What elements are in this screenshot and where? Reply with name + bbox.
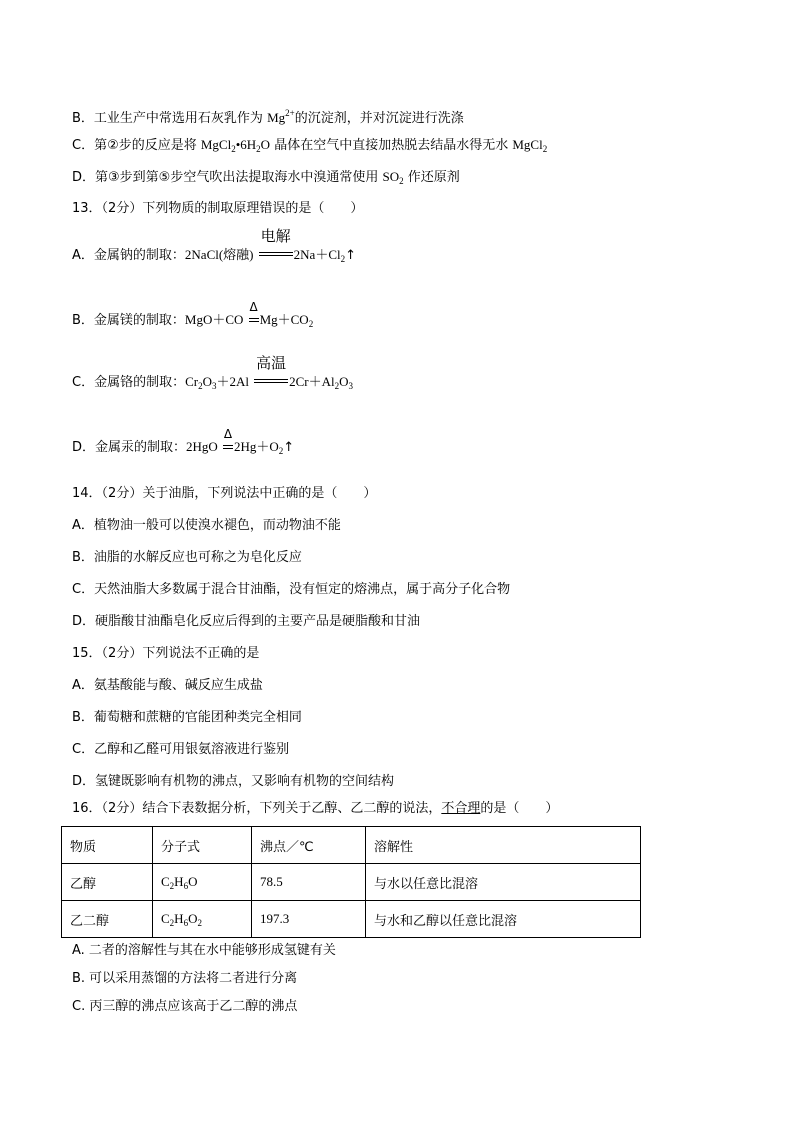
q14-stem: 14．（2分）关于油脂，下列说法中正确的是（ ） bbox=[72, 486, 377, 501]
table-cell: 乙二醇 bbox=[62, 901, 153, 938]
formula: 2Cr＋Al bbox=[289, 374, 335, 389]
q14-option-c: C．天然油脂大多数属于混合甘油酯，没有恒定的熔沸点，属于高分子化合物 bbox=[72, 582, 511, 597]
equals-sign bbox=[254, 379, 288, 385]
subscript: 2 bbox=[399, 176, 404, 186]
table-cell: 197.3 bbox=[252, 901, 366, 938]
reaction-condition bbox=[222, 427, 234, 457]
reaction-condition bbox=[253, 354, 289, 392]
table-header-cell: 分子式 bbox=[153, 827, 252, 864]
table-cell: 与水以任意比混溶 bbox=[366, 864, 641, 901]
q15-option-a: A．氨基酸能与酸、碱反应生成盐 bbox=[72, 678, 263, 693]
reaction-condition bbox=[258, 227, 294, 265]
formula: O bbox=[188, 873, 198, 889]
subscript: 3 bbox=[348, 381, 354, 391]
q12-option-b bbox=[72, 104, 464, 128]
equals-sign bbox=[249, 318, 259, 322]
table-row bbox=[62, 901, 641, 938]
q15-option-d: D．氢键既影响有机物的沸点，又影响有机物的空间结构 bbox=[72, 774, 395, 789]
q16-option-a: A. 二者的溶解性与其在水中能够形成氢键有关 bbox=[72, 943, 336, 958]
formula: O bbox=[339, 374, 349, 389]
formula: Cr bbox=[185, 374, 199, 389]
q16-stem bbox=[72, 800, 558, 818]
option-label: B．金属镁的制取： bbox=[72, 313, 185, 328]
table-header-cell: 物质 bbox=[62, 827, 153, 864]
table-cell bbox=[153, 901, 252, 938]
condition-text: Δ bbox=[249, 300, 258, 314]
q14-option-b: B．油脂的水解反应也可称之为皂化反应 bbox=[72, 550, 302, 565]
option-text: 作还原剂 bbox=[407, 170, 460, 185]
subscript: 2 bbox=[542, 144, 548, 154]
ion-charge: 2+ bbox=[285, 108, 295, 118]
formula: 2Hg＋O bbox=[233, 439, 279, 454]
option-text: 的沉淀剂，并对沉淀进行洗涤 bbox=[294, 111, 464, 126]
table-header-row bbox=[62, 827, 641, 864]
q13-stem: 13．（2分）下列物质的制取原理错误的是（ ） bbox=[72, 201, 364, 216]
option-text: 晶体在空气中直接加热脱去结晶水得无水 bbox=[274, 138, 509, 153]
q12-option-d bbox=[72, 168, 460, 190]
subscript: 2 bbox=[308, 319, 314, 329]
formula: SO bbox=[382, 169, 400, 184]
q13-option-d bbox=[72, 427, 295, 460]
condition-text: 电解 bbox=[260, 227, 291, 245]
table-cell: 与水和乙醇以任意比混溶 bbox=[366, 901, 641, 938]
formula: MgCl bbox=[512, 137, 543, 152]
condition-text: Δ bbox=[223, 427, 233, 441]
option-text: D．第③步到第⑤步空气吹出法提取海水中溴通常使用 bbox=[72, 170, 379, 185]
subscript: 2 bbox=[334, 381, 340, 391]
formula: •6H bbox=[235, 137, 257, 152]
equals-sign bbox=[223, 445, 233, 449]
table-row bbox=[62, 864, 641, 901]
q13-option-b bbox=[72, 300, 314, 333]
formula: 2HgO bbox=[186, 439, 218, 454]
table-cell bbox=[153, 864, 252, 901]
formula: O bbox=[260, 137, 271, 152]
subscript: 2 bbox=[169, 917, 175, 928]
formula: 2Na＋Cl bbox=[293, 247, 341, 262]
q13-option-a bbox=[72, 227, 357, 268]
subscript: 2 bbox=[231, 144, 236, 154]
formula: ＋2Al bbox=[216, 374, 249, 389]
formula: 2NaCl(熔融) bbox=[184, 247, 254, 262]
formula: C bbox=[161, 910, 170, 926]
formula: H bbox=[174, 910, 184, 926]
formula: H bbox=[174, 873, 184, 889]
formula: C bbox=[161, 873, 170, 889]
formula: MgCl bbox=[200, 137, 232, 152]
table-cell: 78.5 bbox=[252, 864, 366, 901]
subscript: 3 bbox=[211, 381, 217, 391]
condition-text: 高温 bbox=[256, 354, 287, 372]
table-header-cell: 溶解性 bbox=[366, 827, 641, 864]
q13-option-c bbox=[72, 354, 354, 395]
table-cell: 乙醇 bbox=[62, 864, 153, 901]
q16-option-b: B. 可以采用蒸馏的方法将二者进行分离 bbox=[72, 971, 298, 986]
option-label: C．金属铬的制取： bbox=[72, 375, 186, 390]
subscript: 6 bbox=[183, 917, 189, 928]
option-text: B．工业生产中常选用石灰乳作为 bbox=[72, 111, 263, 126]
stem-text: 的是（ ） bbox=[480, 801, 559, 816]
q15-option-c: C．乙醇和乙醛可用银氨溶液进行鉴别 bbox=[72, 742, 290, 757]
q15-stem: 15．（2分）下列说法不正确的是 bbox=[72, 646, 260, 661]
ion-formula: Mg bbox=[267, 110, 286, 125]
q12-option-c bbox=[72, 136, 547, 158]
stem-underlined: 不合理 bbox=[441, 801, 481, 816]
formula: O bbox=[202, 374, 212, 389]
q16-option-c: C. 丙三醇的沸点应该高于乙二醇的沸点 bbox=[72, 999, 298, 1014]
option-label: D．金属汞的制取： bbox=[72, 440, 187, 455]
option-label: A．金属钠的制取： bbox=[72, 248, 185, 263]
formula: MgO＋CO bbox=[184, 312, 244, 327]
stem-text: 16．（2分）结合下表数据分析，下列关于乙醇、乙二醇的说法， bbox=[72, 801, 442, 816]
formula: O bbox=[188, 910, 198, 926]
subscript: 2 bbox=[198, 381, 203, 391]
reaction-condition bbox=[248, 300, 260, 330]
subscript: 2 bbox=[197, 917, 202, 928]
subscript: 2 bbox=[169, 880, 175, 891]
table-header-cell: 沸点／℃ bbox=[252, 827, 366, 864]
subscript: 6 bbox=[183, 880, 189, 891]
subscript: 2 bbox=[278, 446, 284, 456]
q15-option-b: B．葡萄糖和蔗糖的官能团种类完全相同 bbox=[72, 710, 302, 725]
q14-option-a: A．植物油一般可以使溴水褪色，而动物油不能 bbox=[72, 518, 341, 533]
q14-option-d: D．硬脂酸甘油酯皂化反应后得到的主要产品是硬脂酸和甘油 bbox=[72, 614, 421, 629]
gas-arrow: ↑ bbox=[283, 440, 295, 455]
gas-arrow: ↑ bbox=[345, 248, 357, 263]
equals-sign bbox=[259, 252, 293, 258]
subscript: 2 bbox=[256, 144, 261, 154]
data-table bbox=[61, 826, 641, 938]
option-text: C．第②步的反应是将 bbox=[72, 138, 197, 153]
subscript: 2 bbox=[340, 254, 346, 264]
formula: Mg＋CO bbox=[259, 312, 309, 327]
